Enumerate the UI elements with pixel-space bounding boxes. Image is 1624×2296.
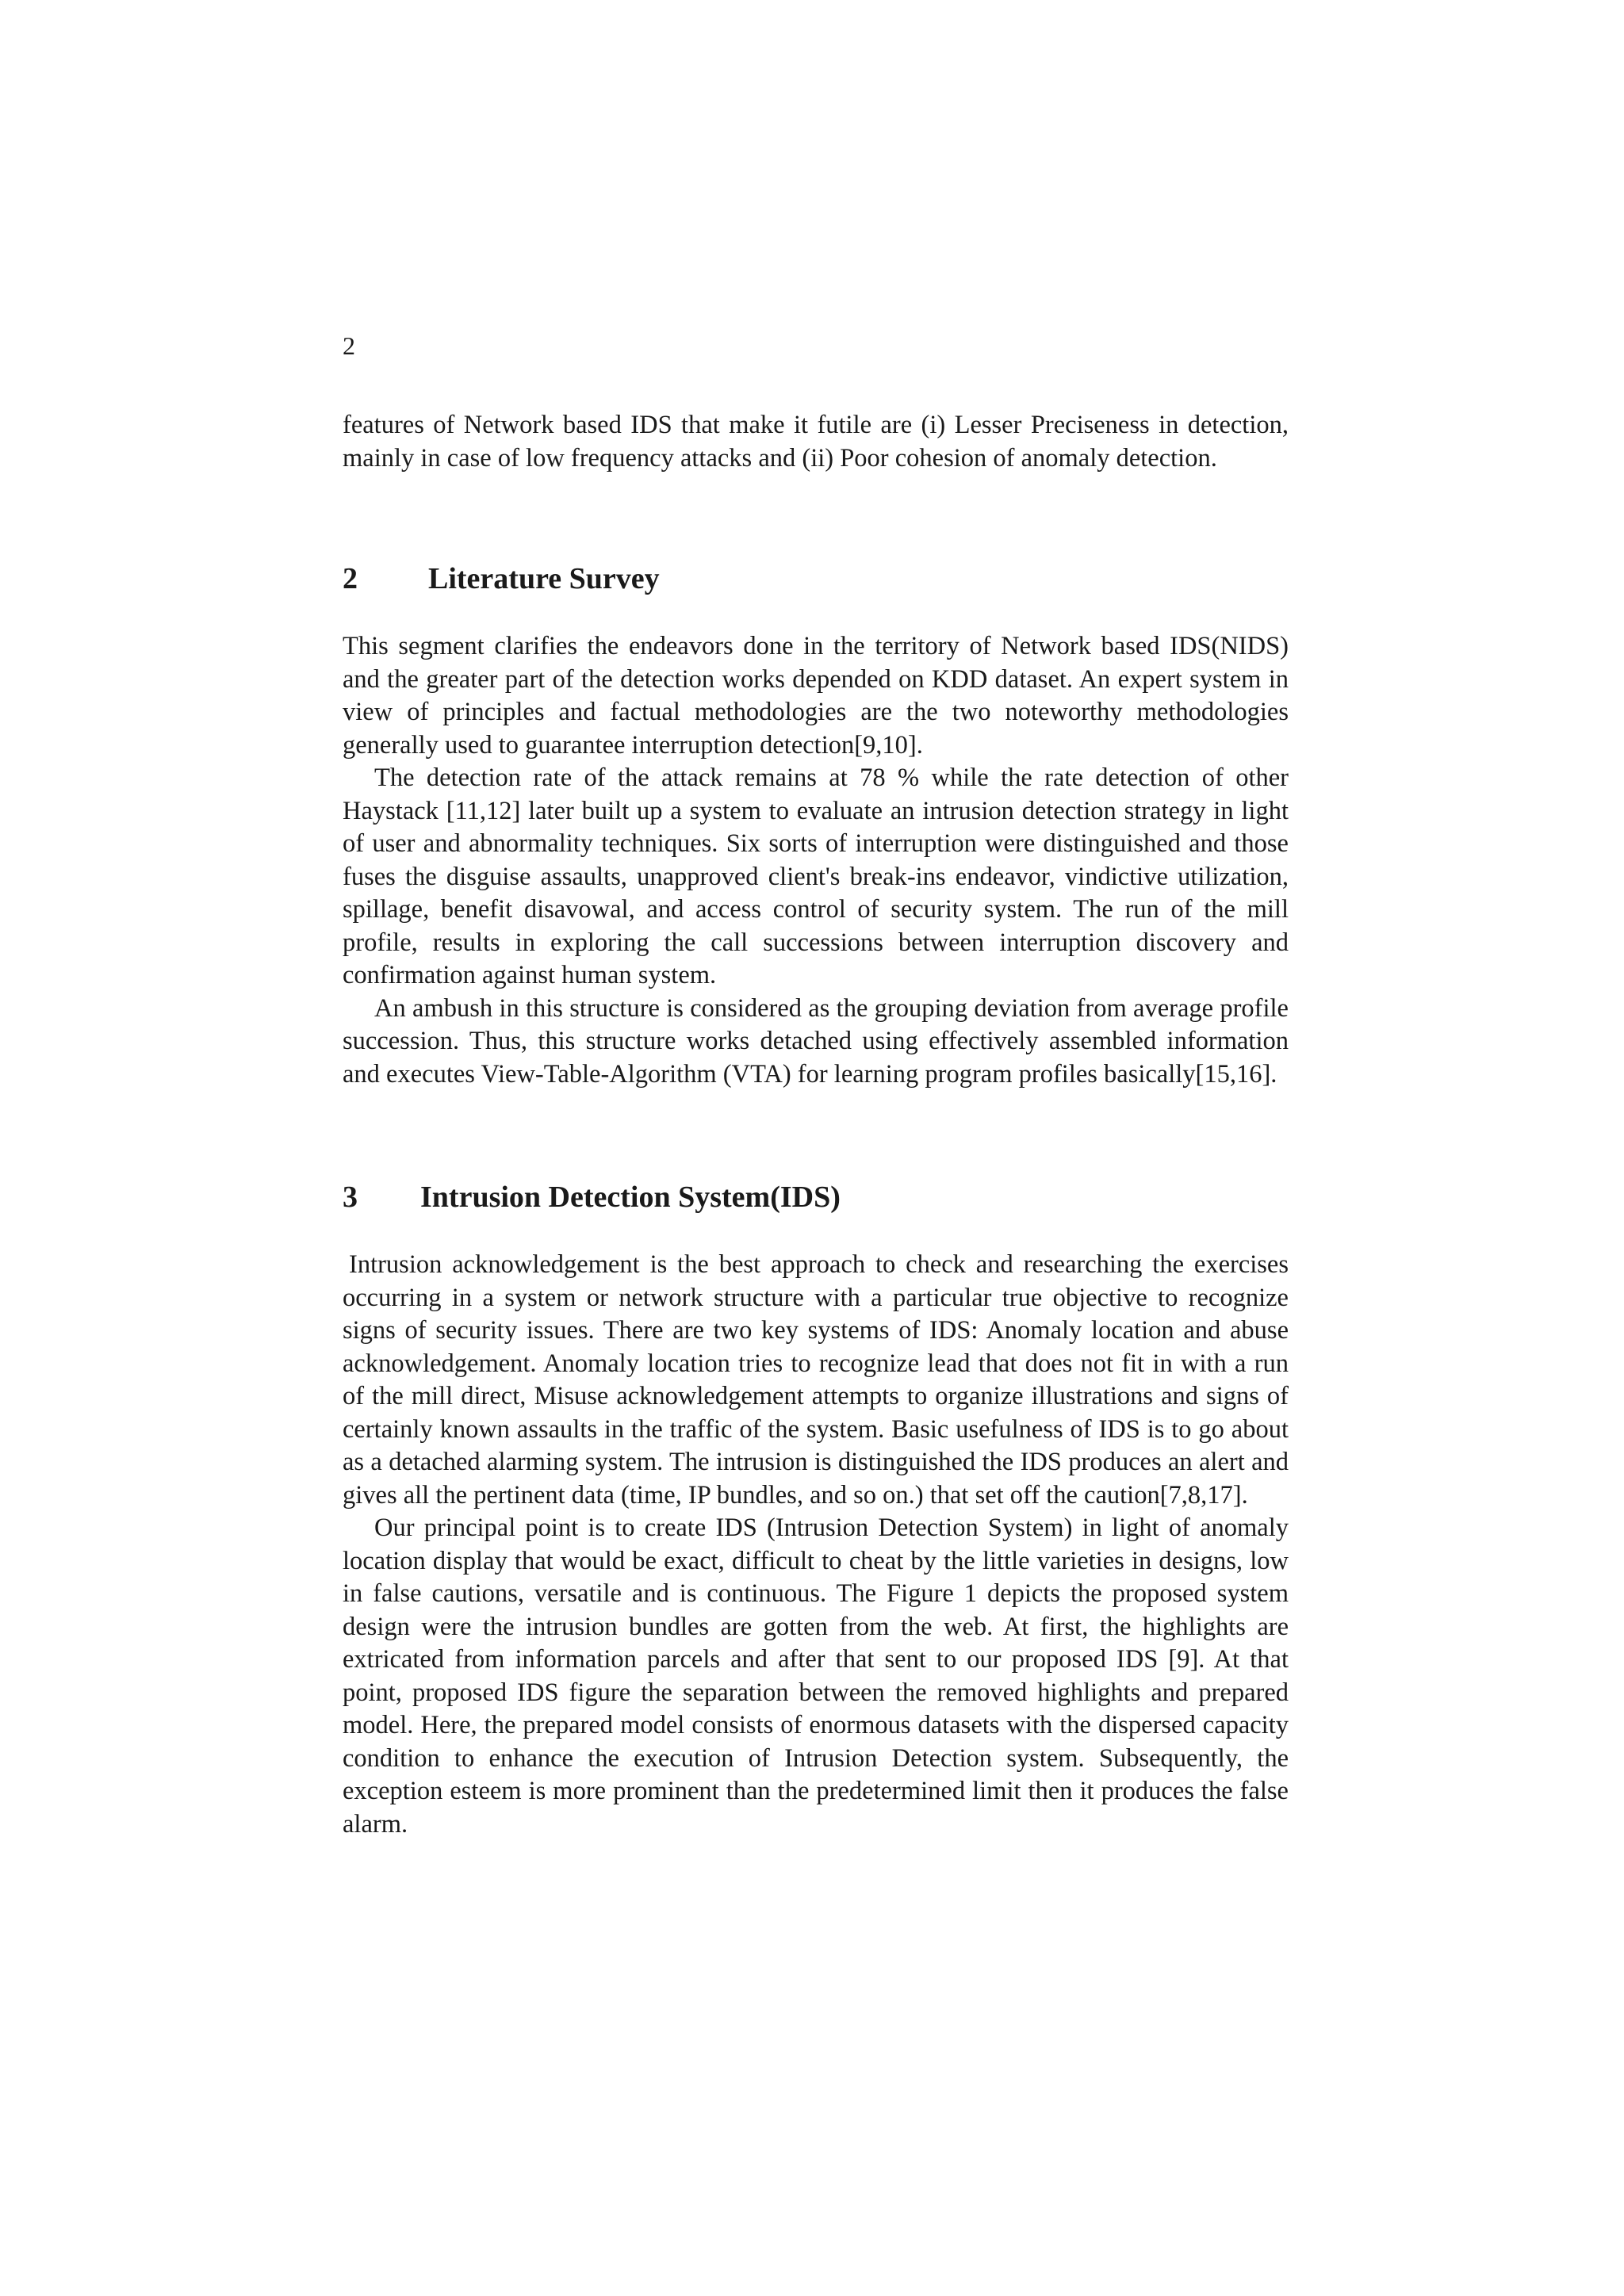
section-3-body [343,1249,1289,1841]
section-2-title: Literature Survey [428,562,660,595]
section-2-heading [343,560,660,598]
intro-paragraph: features of Network based IDS that make it futile are (i) Lesser Preciseness in detection, mainly in case of low frequency attacks and (ii) Poor cohesion of anomaly detection. [343,411,1289,473]
section-3-paragraph-2: Our principal point is to create IDS (Intrusion Detection System) in light of anomaly location display that would be exact, difficult to cheat by the little varieties in designs, low in false cautions, versatile and is continuous. The Figure 1 depicts the proposed system design were the intrusion bundles are gotten from the web. At first, the highlights are extricated from information parcels and after that sent to our proposed IDS [9]. At that point, proposed IDS figure the separation between the removed highlights and prepared model. Here, the prepared model consists of enormous datasets with the dispersed capacity condition to enhance the execution of Intrusion Detection system. Subsequently, the exception esteem is more prominent than the predetermined limit then it produces the false alarm. [343,1513,1289,1839]
section-2-paragraph-3: An ambush in this structure is considered as the grouping deviation from average profile succession. Thus, this structure works detached using effectively assembled information and executes View-Table-Algorithm (VTA) for learning program profiles basically[15,16]. [343,993,1289,1089]
section-3-heading [343,1178,841,1216]
section-2-paragraph-2: The detection rate of the attack remains at 78 % while the rate detection of other Haystack [11,12] later built up a system to evaluate an intrusion detection strategy in light of user and abnormality techniques. Six sorts of interruption were distinguished and those fuses the disguise assaults, unapproved client's break-ins endeavor, vindictive utilization, spillage, benefit disavowal, and access control of security system. The run of the mill profile, results in exploring the call successions between interruption discovery and confirmation against human system. [343,763,1289,989]
section-2-number: 2 [343,562,358,595]
intro-block [343,409,1289,475]
section-2-paragraph-1: This segment clarifies the endeavors done in the territory of Network based IDS(NIDS) and the greater part of the detection works depended on KDD dataset. An expert system in view of principles and factual methodologies are the two noteworthy methodologies generally used to guarantee interruption detection[9,10]. [343,632,1289,760]
page-number: 2 [343,331,355,360]
section-3-title: Intrusion Detection System(IDS) [420,1181,841,1214]
section-2-body [343,630,1289,1091]
section-3-number: 3 [343,1181,358,1214]
section-3-paragraph-1: Intrusion acknowledgement is the best approach to check and researching the exercises occurring in a system or network structure with a particular true objective to recognize signs of security issues. There are two key systems of IDS: Anomaly location and abuse acknowledgement. Anomaly location tries to recognize lead that does not fit in with a run of the mill direct, Misuse acknowledgement attempts to organize illustrations and signs of certainly known assaults in the traffic of the system. Basic usefulness of IDS is to go about as a detached alarming system. The intrusion is distinguished the IDS produces an alert and gives all the pertinent data (time, IP bundles, and so on.) that set off the caution[7,8,17]. [343,1250,1289,1510]
